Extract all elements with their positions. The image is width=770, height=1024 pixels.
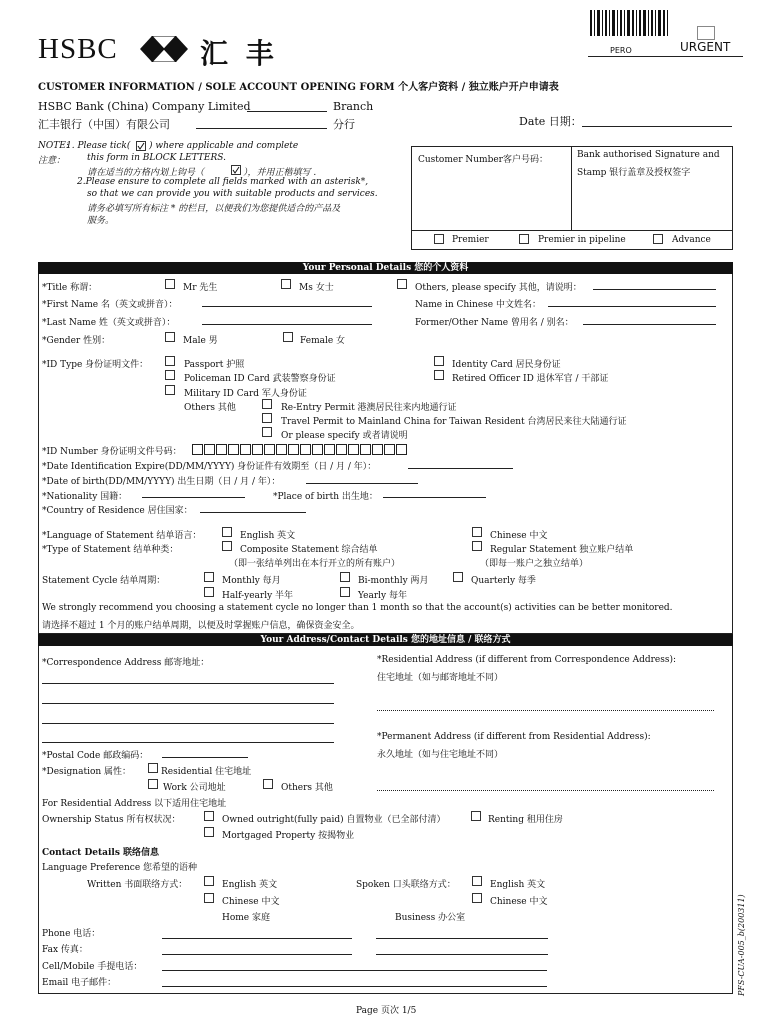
designation-work-checkbox[interactable] (148, 779, 158, 789)
phone-home-field[interactable] (162, 938, 352, 939)
monthly-checkbox[interactable] (204, 572, 214, 582)
designation-others-label: Others 其他 (281, 783, 333, 793)
id-number-cell[interactable] (288, 444, 299, 455)
id-number-cell[interactable] (372, 444, 383, 455)
language-preference-label: Language Preference 您希望的语种 (42, 863, 198, 873)
barcode (588, 8, 670, 46)
nationality-label: *Nationality 国籍： (42, 492, 128, 502)
correspondence-address-line-4[interactable] (42, 742, 334, 743)
statement-cycle-label: Statement Cycle 结单周期： (42, 576, 166, 586)
last-name-field[interactable] (202, 324, 372, 325)
written-english-checkbox[interactable] (204, 876, 214, 886)
statement-english-label: English 英文 (240, 531, 296, 541)
urgent-checkbox[interactable] (697, 26, 715, 40)
retired-officer-checkbox[interactable] (434, 370, 444, 380)
others-title-field[interactable] (593, 289, 716, 290)
statement-language-label: *Language of Statement 结单语言： (42, 531, 202, 541)
contact-details-title: Contact Details 联络信息 (42, 848, 160, 858)
quarterly-label: Quarterly 每季 (471, 576, 536, 586)
travel-permit-label: Travel Permit to Mainland China for Taiwan Resident 台湾居民来往大陆通行证 (281, 417, 627, 427)
residence-label: *Country of Residence 居住国家： (42, 506, 193, 516)
for-residential-label: For Residential Address 以下适用住宅地址 (42, 799, 227, 809)
gender-label: *Gender 性别： (42, 336, 111, 346)
statement-english-checkbox[interactable] (222, 527, 232, 537)
form-title: CUSTOMER INFORMATION / SOLE ACCOUNT OPENING FORM 个人客户资料 / 独立账户开户申请表 (38, 82, 559, 93)
quarterly-checkbox[interactable] (453, 572, 463, 582)
mobile-label: Cell/Mobile 手提电话： (42, 962, 143, 972)
statement-chinese-checkbox[interactable] (472, 527, 482, 537)
police-id-checkbox[interactable] (165, 370, 175, 380)
note-label-en: NOTE: (38, 141, 69, 151)
note-tick-sample-icon (136, 141, 146, 151)
owned-outright-checkbox[interactable] (204, 811, 214, 821)
id-number-cell[interactable] (300, 444, 311, 455)
statement-chinese-label: Chinese 中文 (490, 531, 548, 541)
note-line-2: this form in BLOCK LETTERS. (87, 153, 226, 163)
recommend-text-cn: 请选择不超过 1 个月的账户结单周期，以便及时掌握账户信息，确保资金安全。 (42, 621, 360, 631)
permanent-address-label-en: *Permanent Address (if different from Residential Address): (377, 732, 651, 742)
others-id-label: Others 其他 (184, 403, 236, 413)
military-id-checkbox[interactable] (165, 385, 175, 395)
id-number-cell[interactable] (252, 444, 263, 455)
mr-label: Mr 先生 (183, 283, 218, 293)
id-number-cell[interactable] (264, 444, 275, 455)
statement-type-label: *Type of Statement 结单种类： (42, 545, 179, 555)
written-english-label: English 英文 (222, 880, 278, 890)
id-number-cell[interactable] (204, 444, 215, 455)
designation-residential-checkbox[interactable] (148, 763, 158, 773)
branch-cn-label: 分行 (333, 118, 355, 131)
specify-id-label: Or please specify 或者请说明 (281, 431, 408, 441)
id-number-cell[interactable] (276, 444, 287, 455)
regular-statement-label: Regular Statement 独立账户结单 (490, 545, 634, 555)
composite-statement-label: Composite Statement 综合结单 (240, 545, 378, 555)
id-type-label: *ID Type 身份证明文件： (42, 360, 149, 370)
reentry-permit-checkbox[interactable] (262, 399, 272, 409)
branch-en-line[interactable] (247, 111, 327, 112)
note-line-1a: 1. Please tick( (66, 141, 131, 151)
correspondence-address-line-1[interactable] (42, 683, 334, 684)
mobile-field[interactable] (162, 970, 547, 971)
travel-permit-checkbox[interactable] (262, 413, 272, 423)
bimonthly-label: Bi-monthly 两月 (358, 576, 429, 586)
composite-statement-sub: （即一张结单列出在本行开立的所有账户） (229, 559, 401, 569)
residential-address-label-cn: 住宅地址（如与邮寄地址不同） (377, 673, 504, 683)
name-chinese-field[interactable] (548, 306, 716, 307)
male-checkbox[interactable] (165, 332, 175, 342)
female-label: Female 女 (300, 336, 346, 346)
nationality-field[interactable] (142, 497, 245, 498)
premier-pipeline-checkbox[interactable] (519, 234, 529, 244)
reentry-permit-label: Re-Entry Permit 港澳居民往来内地通行证 (281, 403, 457, 413)
advance-label: Advance (672, 235, 711, 245)
advance-checkbox[interactable] (653, 234, 663, 244)
note-line-3a: 请在适当的方格内划上钩号（ (87, 168, 205, 178)
hsbc-hexagon-logo-icon (140, 36, 188, 62)
permanent-address-field[interactable] (377, 790, 714, 791)
owned-outright-label: Owned outright(fully paid) 自置物业（已全部付清） (222, 815, 446, 825)
id-number-cell[interactable] (396, 444, 407, 455)
designation-residential-label: Residential 住宅地址 (161, 767, 252, 777)
note-tick-sample-cn-icon (231, 165, 241, 175)
home-column-label: Home 家庭 (222, 913, 270, 923)
passport-checkbox[interactable] (165, 356, 175, 366)
former-name-label: Former/Other Name 曾用名 / 别名： (415, 318, 574, 328)
id-number-cell[interactable] (216, 444, 227, 455)
last-name-label: *Last Name 姓（英文或拼音）： (42, 318, 176, 328)
fax-home-field[interactable] (162, 954, 352, 955)
address-header: Your Address/Contact Details 您的地址信息 / 联络方式 (38, 634, 733, 646)
premier-checkbox[interactable] (434, 234, 444, 244)
email-field[interactable] (162, 986, 547, 987)
place-of-birth-label: *Place of birth 出生地： (273, 492, 378, 502)
regular-statement-checkbox[interactable] (472, 541, 482, 551)
spoken-chinese-checkbox[interactable] (472, 893, 482, 903)
first-name-label: *First Name 名（英文或拼音）： (42, 300, 178, 310)
bank-name-en: HSBC Bank (China) Company Limited (38, 100, 251, 113)
first-name-field[interactable] (202, 306, 372, 307)
female-checkbox[interactable] (283, 332, 293, 342)
id-number-cell[interactable] (192, 444, 203, 455)
mortgaged-label: Mortgaged Property 按揭物业 (222, 831, 355, 841)
spoken-contact-label: Spoken 口头联络方式： (356, 880, 456, 890)
id-number-cell[interactable] (228, 444, 239, 455)
male-label: Male 男 (183, 336, 218, 346)
composite-statement-checkbox[interactable] (222, 541, 232, 551)
ms-checkbox[interactable] (281, 279, 291, 289)
correspondence-address-line-3[interactable] (42, 723, 334, 724)
renting-label: Renting 租用住房 (488, 815, 563, 825)
id-expire-label: *Date Identification Expire(DD/MM/YYYY) 身份证件有效期至（日 / 月 / 年）： (42, 462, 377, 472)
place-of-birth-field[interactable] (383, 497, 486, 498)
yearly-checkbox[interactable] (340, 587, 350, 597)
name-chinese-label: Name in Chinese 中文姓名： (415, 300, 541, 310)
barcode-graphic (588, 8, 670, 46)
spoken-chinese-label: Chinese 中文 (490, 897, 548, 907)
written-chinese-label: Chinese 中文 (222, 897, 280, 907)
mortgaged-checkbox[interactable] (204, 827, 214, 837)
branch-cn-line[interactable] (196, 128, 327, 129)
yearly-label: Yearly 每年 (358, 591, 407, 601)
halfyearly-checkbox[interactable] (204, 587, 214, 597)
designation-work-label: Work 公司地址 (163, 783, 226, 793)
date-label: Date 日期： (519, 115, 582, 128)
note-line-4: 2.Please ensure to complete all fields marked with an asterisk*, (77, 177, 369, 187)
others-title-label: Others, please specify 其他，请说明： (415, 283, 582, 293)
urgent-label: URGENT (680, 40, 731, 54)
residential-address-label-en: *Residential Address (if different from Correspondence Address): (377, 655, 676, 665)
postal-code-field[interactable] (162, 757, 248, 758)
spoken-english-checkbox[interactable] (472, 876, 482, 886)
ms-label: Ms 女士 (299, 283, 334, 293)
id-number-cell[interactable] (312, 444, 323, 455)
dob-field[interactable] (306, 483, 418, 484)
ownership-label: Ownership Status 所有权状况： (42, 815, 181, 825)
designation-label: *Designation 属性： (42, 767, 132, 777)
id-number-cell[interactable] (384, 444, 395, 455)
recommend-text-en: We strongly recommend you choosing a statement cycle no longer than 1 month so that the account(s) activities can be better monitored. (42, 603, 673, 613)
id-number-cell[interactable] (240, 444, 251, 455)
note-line-1b: ) where applicable and complete (149, 141, 299, 151)
bimonthly-checkbox[interactable] (340, 572, 350, 582)
others-title-checkbox[interactable] (397, 279, 407, 289)
form-code: PFS-CUA-005_b(200311) (737, 894, 746, 996)
hsbc-chinese-name: 汇 丰 (200, 37, 278, 70)
premier-label: Premier (452, 235, 489, 245)
note-line-3b: ），并用正楷填写 . (243, 168, 317, 178)
note-line-7: 服务。 (87, 216, 115, 226)
dob-label: *Date of birth(DD/MM/YYYY) 出生日期（日 / 月 / 年）： (42, 477, 281, 487)
title-label: *Title 称谓： (42, 283, 98, 293)
identity-card-label: Identity Card 居民身份证 (452, 360, 561, 370)
fax-business-field[interactable] (376, 954, 548, 955)
note-line-5: so that we can provide you with suitable products and services. (87, 189, 378, 199)
spoken-english-label: English 英文 (490, 880, 546, 890)
premier-pipeline-label: Premier in pipeline (538, 235, 626, 245)
email-label: Email 电子邮件： (42, 978, 117, 988)
bank-signature-label-1: Bank authorised Signature and (577, 150, 720, 160)
monthly-label: Monthly 每月 (222, 576, 281, 586)
residential-address-field[interactable] (377, 710, 714, 711)
mr-checkbox[interactable] (165, 279, 175, 289)
id-number-cell[interactable] (324, 444, 335, 455)
bank-name-cn: 汇丰银行（中国）有限公司 (38, 118, 170, 131)
hsbc-wordmark: HSBC (38, 33, 118, 65)
barcode-code: PERO (610, 46, 632, 55)
note-label-cn: 注意： (38, 156, 66, 166)
bank-signature-label-2: Stamp 银行盖章及授权签字 (577, 168, 691, 178)
id-number-cell[interactable] (336, 444, 347, 455)
personal-header: Your Personal Details 您的个人资料 (38, 262, 733, 274)
written-chinese-checkbox[interactable] (204, 893, 214, 903)
former-name-field[interactable] (583, 324, 716, 325)
designation-others-checkbox[interactable] (263, 779, 273, 789)
customer-number-label: Customer Number客户号码： (418, 155, 548, 165)
specify-id-checkbox[interactable] (262, 427, 272, 437)
phone-business-field[interactable] (376, 938, 548, 939)
id-number-cell[interactable] (348, 444, 359, 455)
residence-field[interactable] (200, 512, 306, 513)
id-expire-field[interactable] (408, 468, 513, 469)
id-number-label: *ID Number 身份证明文件号码： (42, 447, 182, 457)
postal-code-label: *Postal Code 邮政编码： (42, 751, 149, 761)
permanent-address-label-cn: 永久地址（如与住宅地址不同） (377, 750, 504, 760)
phone-label: Phone 电话： (42, 929, 101, 939)
customer-box-divider (571, 146, 572, 230)
date-field[interactable] (582, 126, 732, 127)
id-number-cell[interactable] (360, 444, 371, 455)
regular-statement-sub: （即每一账户之独立结单） (480, 559, 589, 569)
business-column-label: Business 办公室 (395, 913, 466, 923)
correspondence-address-label: *Correspondence Address 邮寄地址： (42, 658, 210, 668)
military-id-label: Military ID Card 军人身份证 (184, 389, 307, 399)
fax-label: Fax 传真： (42, 945, 88, 955)
urgent-divider (588, 56, 743, 57)
written-contact-label: Written 书面联络方式： (87, 880, 188, 890)
police-id-label: Policeman ID Card 武装警察身份证 (184, 374, 336, 384)
page-number: Page 页次 1/5 (356, 1006, 417, 1016)
customer-box-hdivider (411, 230, 733, 231)
branch-en-label: Branch (333, 100, 374, 113)
retired-officer-label: Retired Officer ID 退休军官 / 干部证 (452, 374, 609, 384)
identity-card-checkbox[interactable] (434, 356, 444, 366)
passport-label: Passport 护照 (184, 360, 245, 370)
renting-checkbox[interactable] (471, 811, 481, 821)
correspondence-address-line-2[interactable] (42, 703, 334, 704)
note-line-6: 请务必填写所有标注 * 的栏目，以便我们为您提供适合的产品及 (87, 204, 341, 214)
halfyearly-label: Half-yearly 半年 (222, 591, 294, 601)
